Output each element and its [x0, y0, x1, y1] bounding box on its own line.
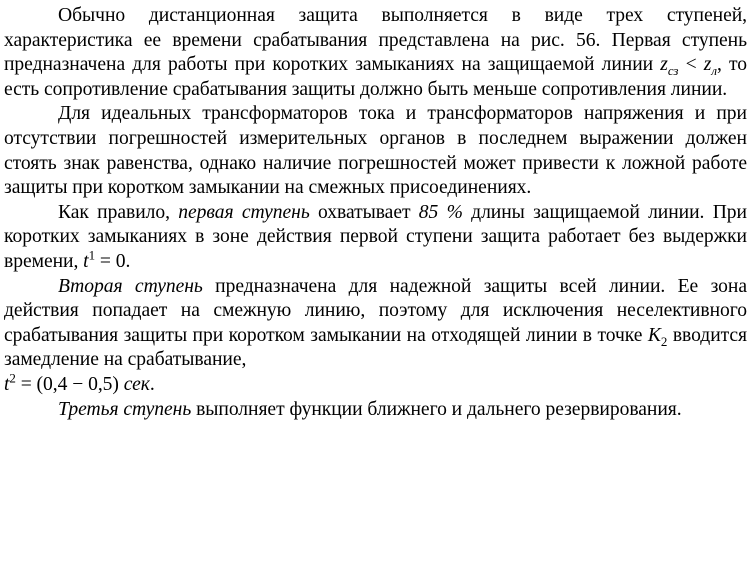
first-stage-term: первая ступень	[178, 201, 310, 223]
p1-text-a: Обычно дистанционная защита выполняется в виде трех ступеней, характеристика ее времени срабатывания представлена на рис. 56. Первая ступень предназначена для работы при коротких замыканиях на защищаемой линии	[4, 5, 747, 76]
paragraph-1	[4, 4, 747, 102]
t-superscript-1: 1	[88, 247, 96, 263]
t1-equals-zero: = 0	[95, 250, 126, 272]
p4b-period: .	[149, 373, 155, 395]
paragraph-3	[4, 201, 747, 275]
second-stage-term: Вторая ступень	[58, 275, 203, 297]
t-symbol: t	[83, 250, 89, 272]
p3-period: .	[125, 250, 131, 272]
p4-text-a: предназначена для надежной защиты всей линии. Ее зона действия попадает на смежную линию, поэтому для исключения неселективного срабатывания защиты при коротком замыкании на отходящей линии в точке	[4, 275, 747, 346]
p5-text: выполняет функции ближнего и дальнего резервирования.	[191, 398, 682, 420]
t-superscript-2: 2	[9, 370, 16, 386]
p4-text-b: вводится замедление на срабатывание,	[4, 324, 747, 371]
k-symbol: K	[647, 324, 661, 346]
z-symbol-line: z	[703, 54, 712, 76]
document-page	[4, 4, 747, 422]
p3-text-c: длины защищаемой линии. При коротких замыканиях в зоне действия первой ступени защита работает без выдержки времени,	[4, 201, 747, 272]
coverage-percent: 85 %	[418, 201, 463, 223]
paragraph-5	[4, 398, 747, 423]
p3-text-b: охватывает	[309, 201, 419, 223]
formula-z-sz	[660, 54, 717, 79]
p3-text-a: Как правило,	[58, 201, 179, 223]
z-symbol: z	[660, 54, 668, 76]
t2-symbol: t	[4, 373, 10, 395]
z-subscript-l: л	[711, 63, 717, 79]
p1-text-b: , то есть сопротивление срабатывания защиты должно быть меньше сопротивления линии.	[4, 54, 747, 100]
paragraph-4	[4, 275, 747, 373]
less-than-sign: <	[678, 54, 704, 76]
t2-value: = (0,4 − 0,5)	[15, 373, 124, 395]
third-stage-term: Третья ступень	[58, 398, 192, 420]
z-subscript-sz: сз	[667, 63, 679, 79]
paragraph-2	[4, 102, 747, 200]
paragraph-4-formula	[4, 370, 747, 398]
k-subscript-2: 2	[660, 333, 668, 349]
p2-text: Для идеальных трансформаторов тока и трансформаторов напряжения и при отсутствии погрешностей измерительных органов в последнем выражении должен стоять знак равенства, однако наличие погрешностей может привести к ложной работе защиты при коротком замыкании на смежных присоединениях.	[4, 103, 747, 199]
time-unit-sec: сек	[123, 373, 150, 395]
